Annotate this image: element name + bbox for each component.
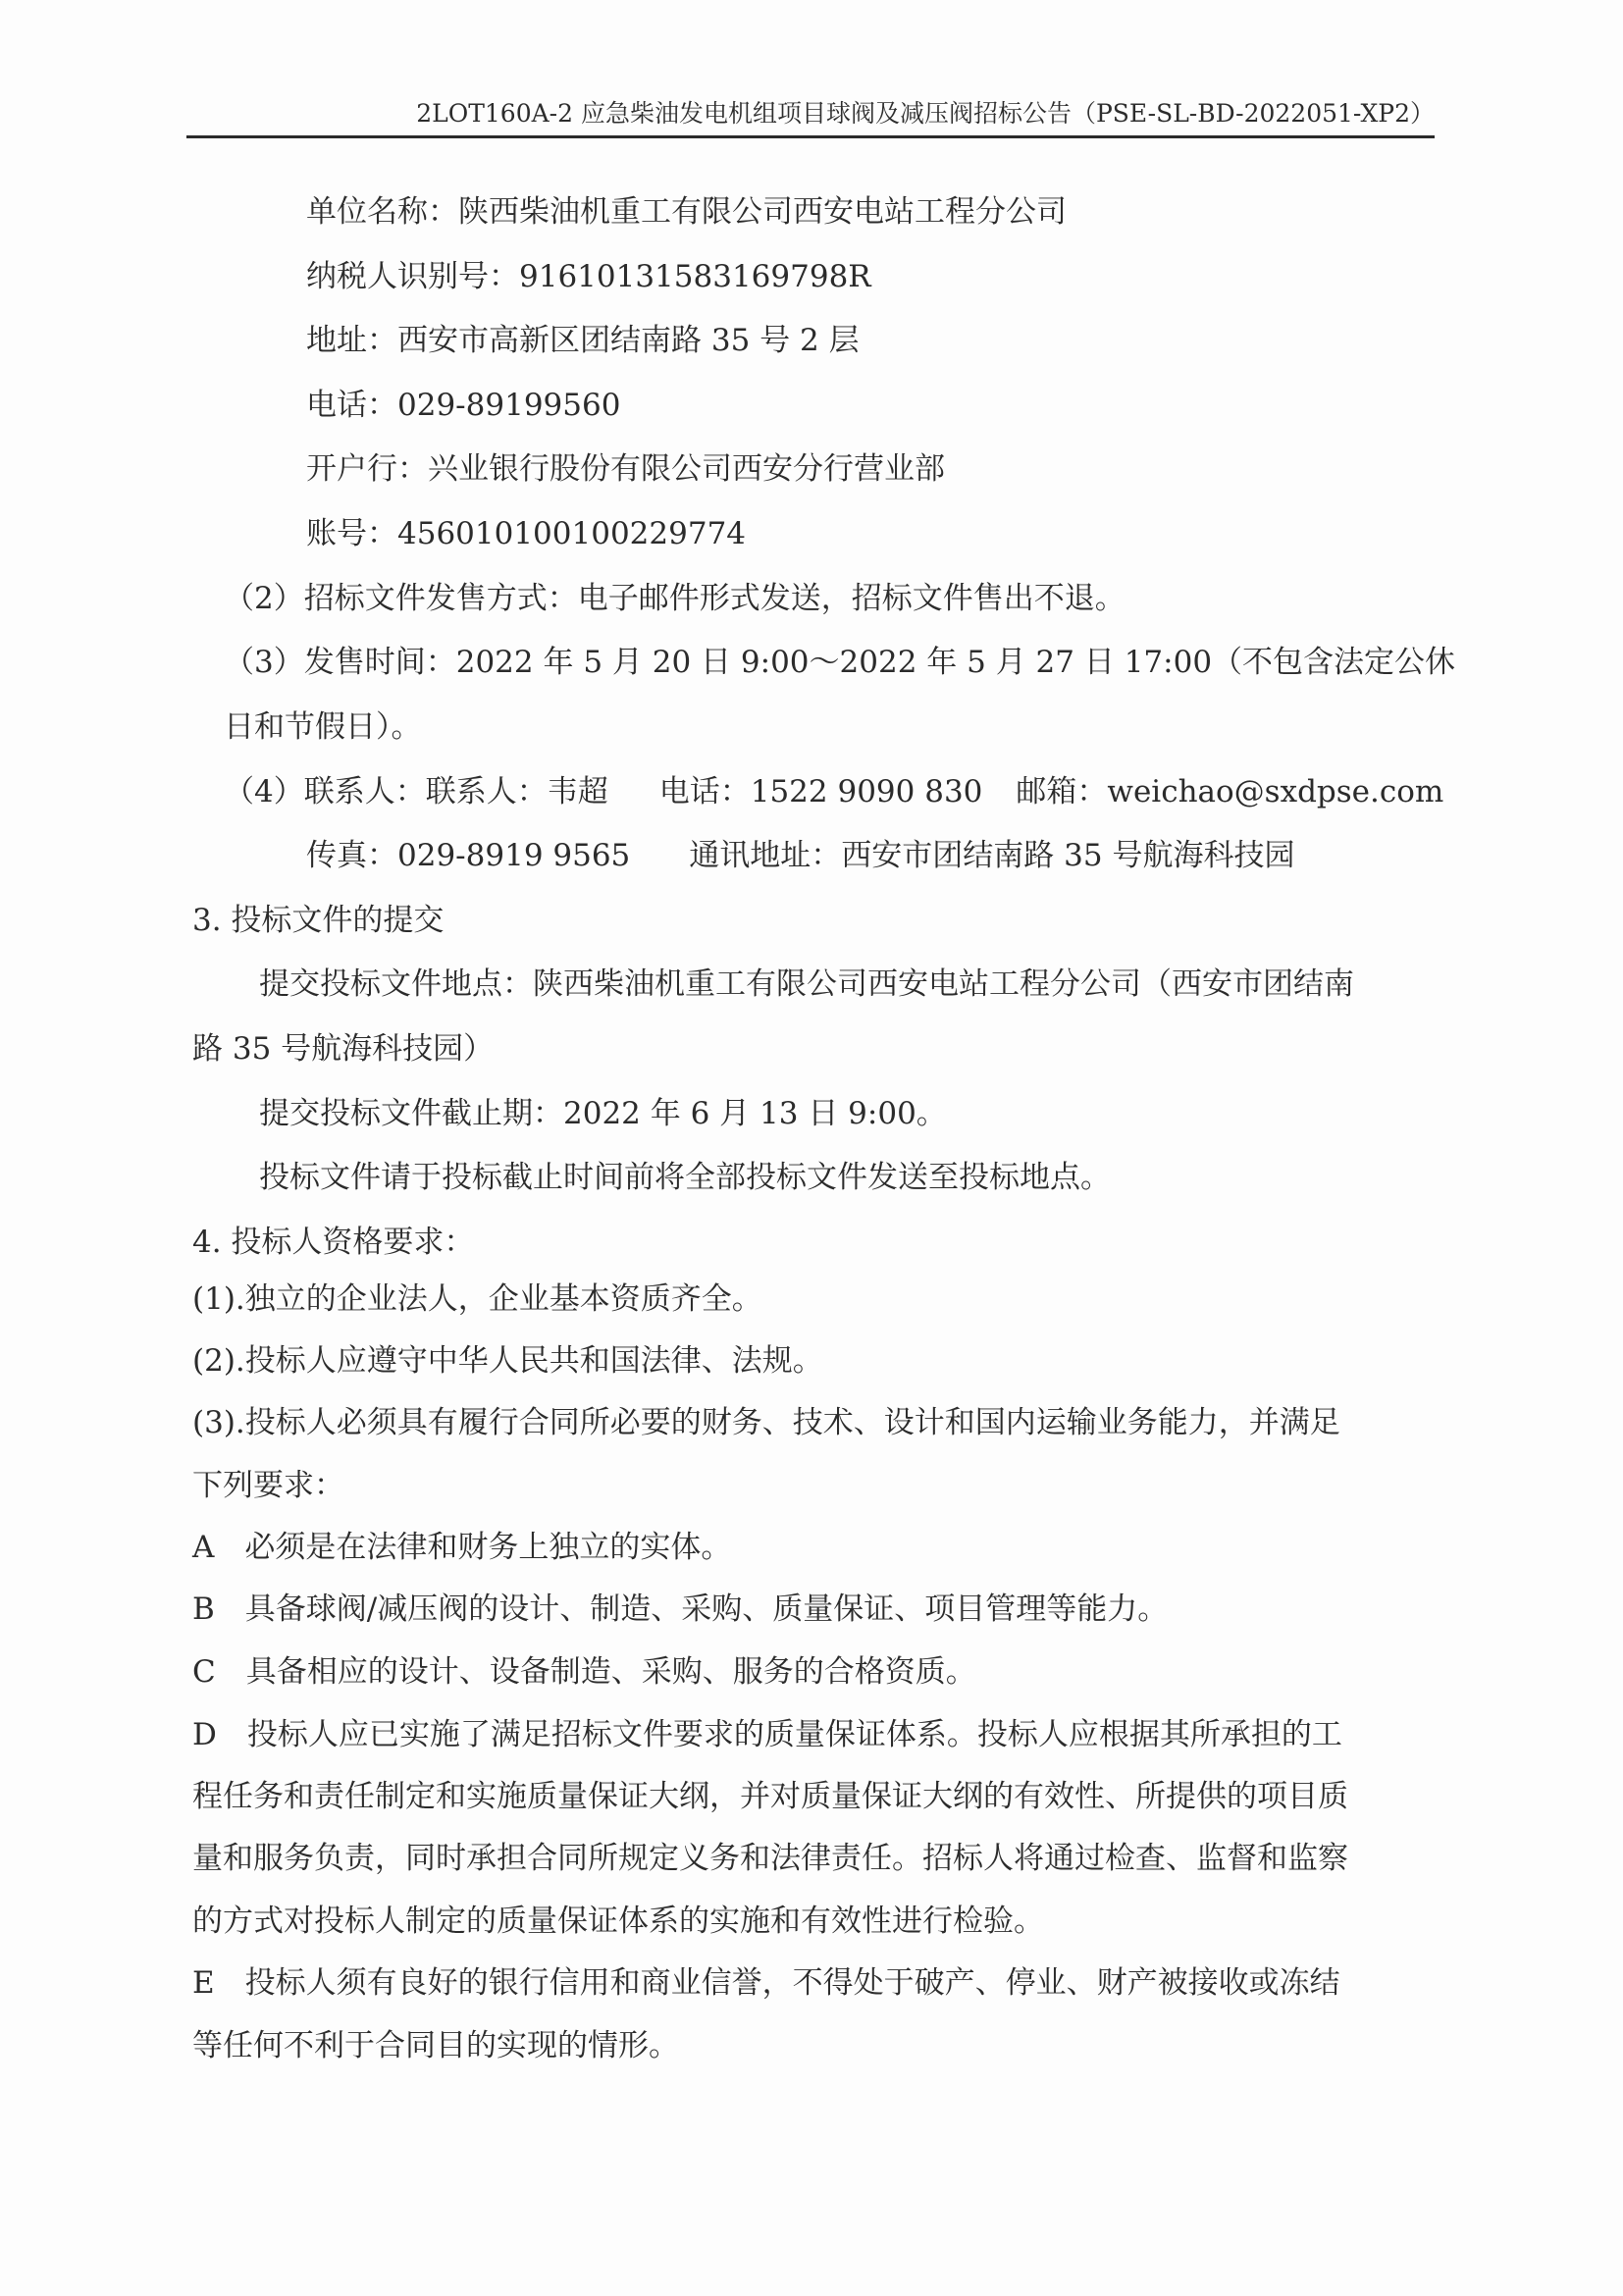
contact-email[interactable]: 邮箱：weichao@sxdpse.com [1016,774,1444,809]
item-c: C 具备相应的设计、设备制造、采购、服务的合格资质。 [192,1654,976,1690]
section4-heading: 4. 投标人资格要求： [192,1225,475,1260]
header-divider [186,135,1435,138]
address: 地址：西安市高新区团结南路 35 号 2 层 [306,323,860,358]
submit-deadline: 提交投标文件截止期：2022 年 6 月 13 日 9:00。 [259,1096,947,1131]
unit-name: 单位名称：陕西柴油机重工有限公司西安电站工程分公司 [306,194,1067,230]
item-b: B 具备球阀/减压阀的设计、制造、采购、质量保证、项目管理等能力。 [192,1592,1169,1627]
section3-heading: 3. 投标文件的提交 [192,903,445,938]
item-d-line3: 量和服务负责，同时承担合同所规定义务和法律责任。招标人将通过检查、监督和监察 [192,1841,1348,1876]
item-d-line1: D 投标人应已实施了满足招标文件要求的质量保证体系。投标人应根据其所承担的工 [192,1717,1342,1752]
sale-time-line1: （3）发售时间：2022 年 5 月 20 日 9:00～2022 年 5 月 27 日 17:00（不包含法定公休 [224,645,1456,680]
phone: 电话：029-89199560 [306,388,621,423]
contact-person: （4）联系人：联系人：韦超 [224,774,608,809]
account-number: 账号：456010100100229774 [306,516,747,551]
fax-line [306,836,1294,875]
contact-phone: 电话：1522 9090 830 [658,774,983,809]
page-header-title: 2LOT160A-2 应急柴油发电机组项目球阀及减压阀招标公告（PSE-SL-BD-2022051-XP2） [416,99,1435,128]
item-e-line2: 等任何不利于合同目的实现的情形。 [192,2028,679,2063]
item-d-line2: 程任务和责任制定和实施质量保证大纲，并对质量保证大纲的有效性、所提供的项目质 [192,1779,1348,1814]
requirement-3-line2: 下列要求： [192,1468,344,1503]
requirement-1: (1).独立的企业法人，企业基本资质齐全。 [192,1281,762,1317]
mail-address: 通讯地址：西安市团结南路 35 号航海科技园 [689,838,1295,873]
bank: 开户行：兴业银行股份有限公司西安分行营业部 [306,451,945,487]
taxpayer-id: 纳税人识别号：91610131583169798R [306,259,871,294]
fax: 传真：029-8919 9565 [306,838,631,873]
requirement-3-line1: (3).投标人必须具有履行合同所必要的财务、技术、设计和国内运输业务能力，并满足 [192,1405,1340,1440]
contact-line [224,772,1443,811]
sale-time-line2: 日和节假日）。 [224,709,422,745]
item-d-line4: 的方式对投标人制定的质量保证体系的实施和有效性进行检验。 [192,1904,1044,1939]
submit-instruction: 投标文件请于投标截止时间前将全部投标文件发送至投标地点。 [259,1160,1111,1195]
sale-method: （2）招标文件发售方式：电子邮件形式发送，招标文件售出不退。 [224,581,1126,616]
item-e-line1: E 投标人须有良好的银行信用和商业信誉，不得处于破产、停业、财产被接收或冻结 [192,1965,1340,2001]
requirement-2: (2).投标人应遵守中华人民共和国法律、法规。 [192,1343,823,1379]
item-a: A 必须是在法律和财务上独立的实体。 [192,1530,732,1565]
submit-location-line2: 路 35 号航海科技园） [192,1031,495,1067]
submit-location-line1: 提交投标文件地点：陕西柴油机重工有限公司西安电站工程分公司（西安市团结南 [259,966,1354,1002]
